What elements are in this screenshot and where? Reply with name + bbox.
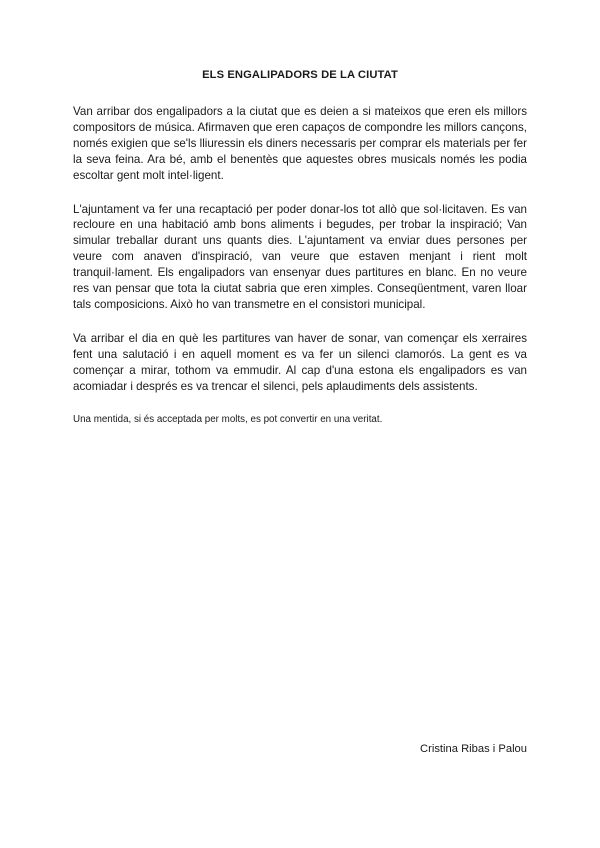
paragraph-3: Va arribar el dia en què les partitures van haver de sonar, van començar els xerraires fent una salutació i en aquell moment es va fer un silenci clamorós. La gent es va començar a mirar, tothom va emmudir. Al cap d'una estona els engalipadors es van acomiadar i després es va trencar el silenci, pels aplaudiments dels assistents. [73, 331, 527, 393]
document-title: ELS ENGALIPADORS DE LA CIUTAT [202, 69, 398, 81]
author-signature: Cristina Ribas i Palou [420, 743, 527, 755]
paragraph-1: Van arribar dos engalipadors a la ciutat que es deien a si mateixos que eren els millors compositors de música. Afirmaven que eren capaços de compondre les millors cançons, només exigien que se'ls lliuressin els diners necessaris per comprar els materials per fer la seva feina. Ara bé, amb el benentès que aquestes obres musicals només les podia escoltar gent molt intel·ligent. [73, 105, 527, 182]
paragraph-2: L'ajuntament va fer una recaptació per poder donar-los tot allò que sol·licitaven. Es van recloure en una habitació amb bons aliments i begudes, per trobar la inspiració; Van simular treballar durant uns quants dies. L'ajuntament va enviar dues persones per veure com anaven d'inspiració, van veure que estaven menjant i rient molt tranquil·lament. Els engalipadors van ensenyar dues partitures en blanc. En no veure res van pensar que tota la ciutat sabria que eren ximples. Conseqüentment, varen lloar tals composicions. Això ho van transmetre en el consistori municipal. [73, 202, 527, 311]
moral-line: Una mentida, si és acceptada per molts, es pot convertir en una veritat. [73, 413, 383, 425]
document-body [73, 104, 527, 426]
